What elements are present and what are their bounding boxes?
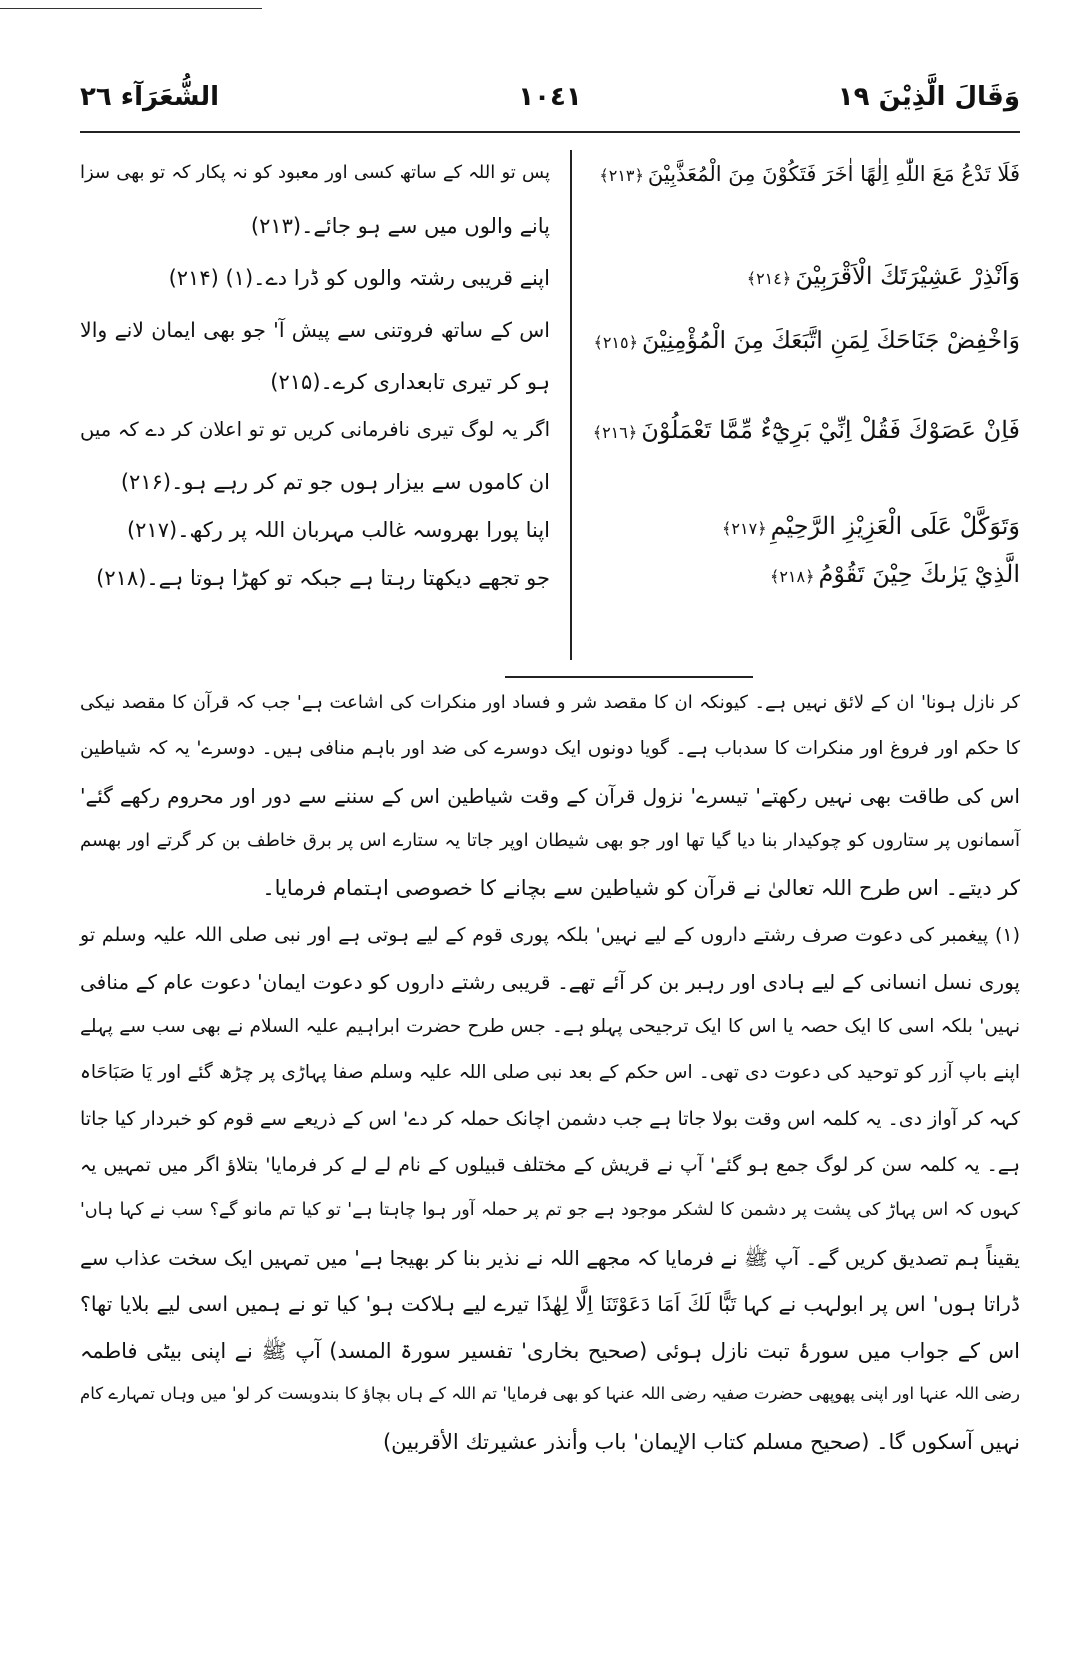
footnote-line: پوری نسل انسانی کے لیے ہادی اور رہبر بن کر آئے تھے۔ قریبی رشتے داروں کو دعوت ایمان' دعوت عام کے منافی (80, 970, 1020, 994)
header-rule (80, 131, 1020, 133)
page-number: ١٠٤١ (518, 82, 582, 112)
footnote-line: یقیناً ہم تصدیق کریں گے۔ آپ ﷺ نے فرمایا کہ مجھے اللہ نے نذیر بنا کر بھیجا ہے' میں تمہیں ایک سخت عذاب سے (80, 1246, 1020, 1270)
ayah-number-mark: ﴿٢١٣﴾ (599, 166, 644, 185)
commentary-line: اس کی طاقت بھی نہیں رکھتے' تیسرے' نزول قرآن کے وقت شیاطین اس کے سننے سے دور اور محروم رکھے گئے' (80, 784, 1020, 808)
commentary-line: آسمانوں پر ستاروں کو چوکیدار بنا دیا گیا تھا اور جو بھی شیطان اوپر جاتا یہ ستارے اس پر برق خاطف بن کر گرتے اور بھسم (80, 830, 1020, 851)
ayah-213 (592, 162, 1020, 186)
page-header (80, 82, 1020, 122)
ayah-text: وَاخْفِضْ جَنَاحَكَ لِمَنِ اتَّبَعَكَ مِنَ الْمُؤْمِنِيْنَ (641, 326, 1020, 354)
ayah-number-mark: ﴿٢١٧﴾ (722, 519, 767, 538)
commentary-line: کر نازل ہونا' ان کے لائق نہیں ہے۔ کیونکہ ان کا مقصد شر و فساد اور منکرات کی اشاعت ہے' جب کہ قرآن کا مقصد نیکی (80, 692, 1020, 713)
commentary-line: کر دیتے۔ اس طرح اللہ تعالیٰ نے قرآن کو شیاطین سے بچانے کا خصوصی اہتمام فرمایا۔ (262, 876, 1020, 900)
footnote-rule (505, 676, 753, 678)
translation-line: پانے والوں میں سے ہو جائے۔(۲۱۳) (250, 214, 550, 238)
footnote-line: ڈراتا ہوں' اس پر ابولہب نے کہا تَبًّا لَكَ اَمَا دَعَوْتَنَا اِلَّا لِهٰذَا تیرے لیے ہلاکت ہو' کیا تو نے ہمیں اسی لیے بلایا تھا؟ (80, 1292, 1020, 1316)
translation-line: اس کے ساتھ فروتنی سے پیش آ' جو بھی ایمان لانے والا (80, 318, 550, 342)
ayah-text: فَلَا تَدْعُ مَعَ اللّٰهِ اِلٰهًا اٰخَرَ فَتَكُوْنَ مِنَ الْمُعَذَّبِيْنَ (647, 162, 1020, 186)
translation-line: ان کاموں سے بیزار ہوں جو تم کر رہے ہو۔(۲۱۶) (120, 470, 550, 494)
footnote-line: اپنے باپ آزر کو توحید کی دعوت دی تھی۔ اس حکم کے بعد نبی صلی اللہ علیہ وسلم صفا پہاڑی پر چڑھ گئے اور یَا صَبَاحَاہ (80, 1062, 1020, 1083)
footnote-line: کہہ کر آواز دی۔ یہ کلمہ اس وقت بولا جاتا ہے جب دشمن اچانک حملہ کر دے' اس کے ذریعے سے قوم کو خبردار کیا جاتا (80, 1108, 1020, 1130)
ayah-215 (592, 326, 1020, 354)
top-edge-rule (0, 8, 262, 9)
translation-line: اپنے قریبی رشتہ والوں کو ڈرا دے۔(۱) (۲۱۴) (168, 266, 550, 290)
ayah-text: وَتَوَكَّلْ عَلَى الْعَزِيْزِ الرَّحِيْمِ (770, 512, 1020, 540)
footnote-line: کہوں کہ اس پہاڑ کی پشت پر دشمن کا لشکر موجود ہے جو تم پر حملہ آور ہوا چاہتا ہے' تو کیا تم مانو گے؟ سب نے کہا ہاں' (80, 1200, 1020, 1220)
footnote-line: نہیں' بلکہ اسی کا ایک حصہ یا اس کا ایک ترجیحی پہلو ہے۔ جس طرح حضرت ابراہیم علیہ السلام نے بھی سب سے پہلے (80, 1016, 1020, 1037)
juz-title: وَقَالَ الَّذِيْنَ ١٩ (837, 82, 1020, 112)
footnote-line: نہیں آسکوں گا۔ (صحیح مسلم کتاب الإیمان' باب وأنذر عشیرتك الأقربین) (382, 1430, 1020, 1454)
ayah-217 (592, 512, 1020, 540)
ayah-number-mark: ﴿٢١٤﴾ (746, 269, 792, 288)
footnote-line: رضی اللہ عنہا اور اپنی پھوپھی حضرت صفیہ رضی اللہ عنہا کو بھی فرمایا' تم اللہ کے ہاں بچاؤ کا بندوبست کر لو' میں وہاں تمہارے کام (80, 1384, 1020, 1403)
commentary-line: کا حکم اور فروغ اور منکرات کا سدباب ہے۔ گویا دونوں ایک دوسرے کی ضد اور باہم منافی ہیں۔ دوسرے' یہ کہ شیاطین (80, 738, 1020, 759)
translation-line: اپنا پورا بھروسہ غالب مہربان اللہ پر رکھ۔(۲۱۷) (126, 518, 550, 542)
ayah-text: الَّذِيْ يَرٰىكَ حِيْنَ تَقُوْمُ (818, 560, 1020, 588)
ayah-number-mark: ﴿٢١٦﴾ (592, 423, 638, 442)
translation-line: جو تجھے دیکھتا رہتا ہے جبکہ تو کھڑا ہوتا ہے۔(۲۱۸) (96, 566, 550, 590)
column-divider (570, 150, 572, 660)
ayah-218 (592, 560, 1020, 588)
ayah-214 (592, 262, 1020, 290)
ayah-number-mark: ﴿٢١٥﴾ (593, 333, 638, 352)
footnote-line: اس کے جواب میں سورۂ تبت نازل ہوئی (صحیح بخاری' تفسیر سورۃ المسد) آپ ﷺ نے اپنی بیٹی فاطمہ (80, 1339, 1020, 1363)
footnote-line: ہے۔ یہ کلمہ سن کر لوگ جمع ہو گئے' آپ نے قریش کے مختلف قبیلوں کے نام لے لے کر فرمایا' بتلاؤ اگر میں تمہیں یہ (80, 1154, 1020, 1176)
ayah-216 (592, 416, 1020, 444)
ayah-text: وَاَنْذِرْ عَشِيْرَتَكَ الْاَقْرَبِيْنَ (795, 262, 1020, 290)
footnote-line: (۱) پیغمبر کی دعوت صرف رشتے داروں کے لیے نہیں' بلکہ پوری قوم کے لیے ہوتی ہے اور نبی صلی اللہ علیہ وسلم تو (80, 924, 1020, 946)
translation-line: پس تو اللہ کے ساتھ کسی اور معبود کو نہ پکار کہ تو بھی سزا (80, 162, 550, 183)
surah-title: الشُّعَرَآء ٢٦ (80, 82, 219, 112)
ayah-number-mark: ﴿٢١٨﴾ (769, 567, 815, 586)
translation-line: ہو کر تیری تابعداری کرے۔(۲۱۵) (270, 370, 550, 394)
ayah-text: فَاِنْ عَصَوْكَ فَقُلْ اِنِّيْ بَرِيْٓءٌ مِّمَّا تَعْمَلُوْنَ (641, 416, 1020, 444)
translation-line: اگر یہ لوگ تیری نافرمانی کریں تو تو اعلان کر دے کہ میں (80, 418, 550, 441)
